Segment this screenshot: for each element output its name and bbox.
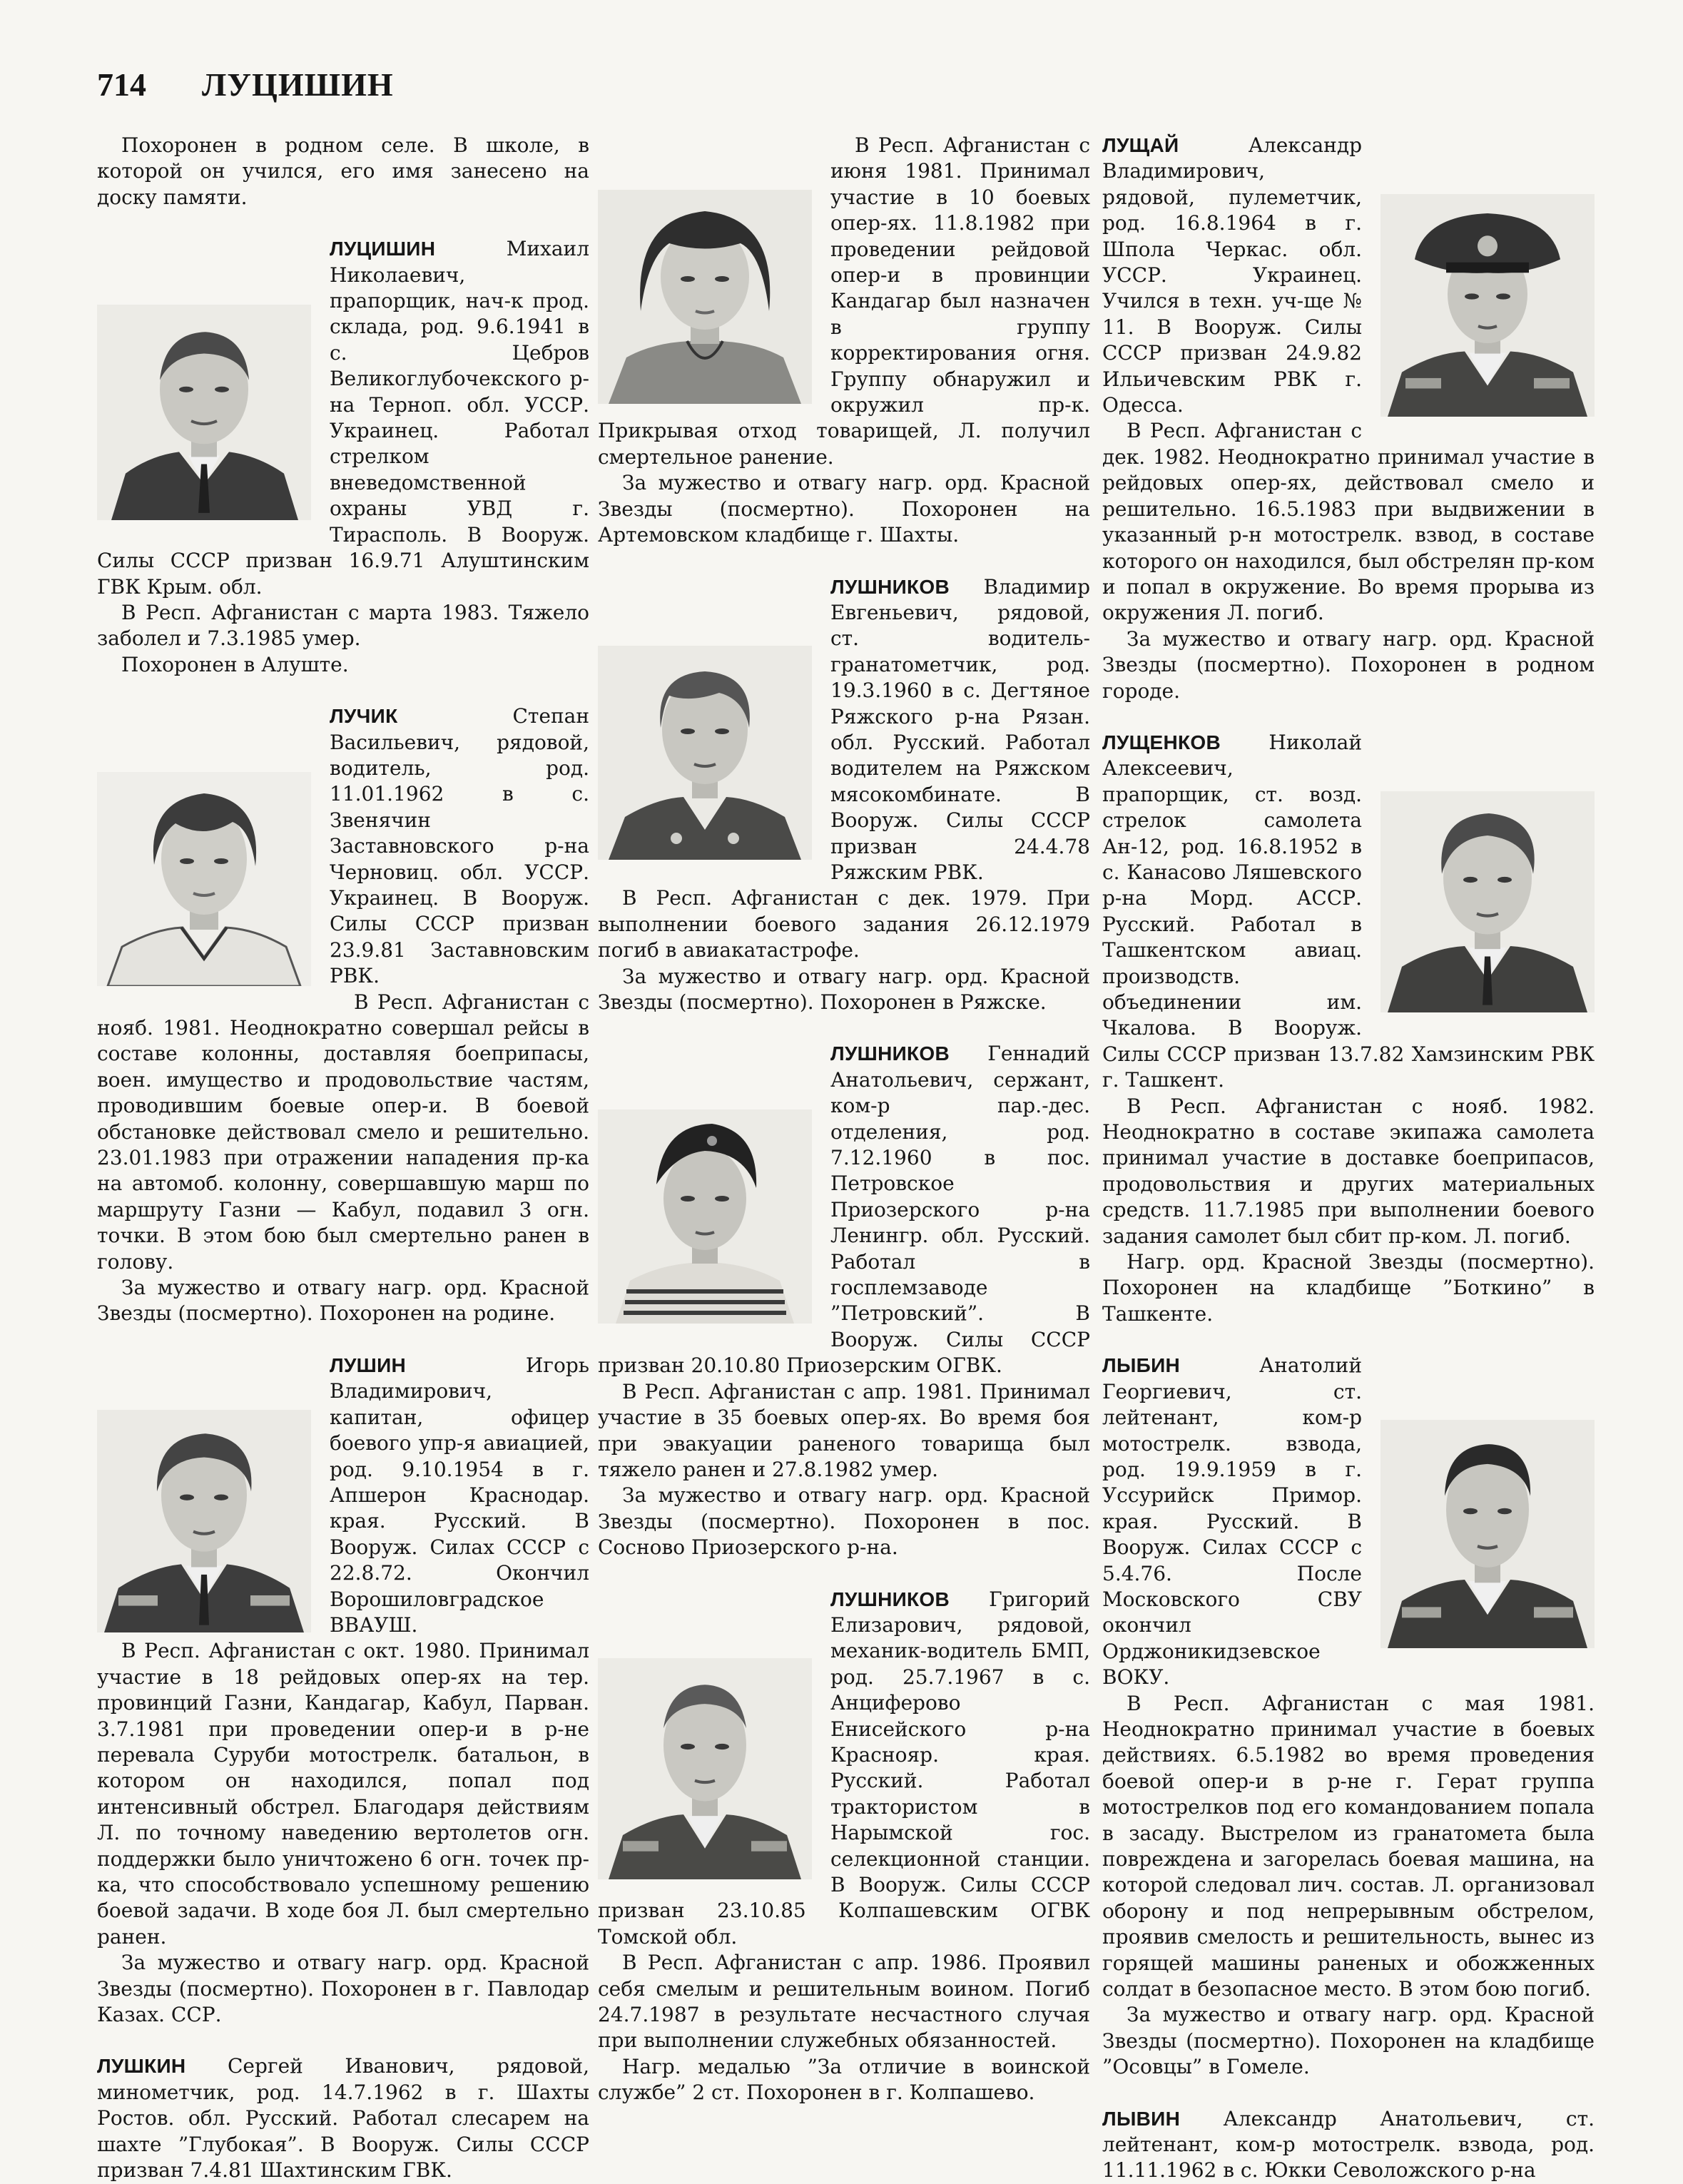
portrait-photo xyxy=(598,646,812,860)
entry-name: ЛУЩАЙ xyxy=(1102,134,1179,156)
entry-lushnikov-gennady: ЛУШНИКОВ Геннадий Анатольевич, сержант, ком-р пар.-дес. отделения, род. 7.12.1960 в пос. Петровское Приозерского р-на Ленингр. обл. Русский. Работал в госплемзаводе ”Петровский”. В Вооруж. Силы СССР призван 20.10.80 Приозерским ОГВК. В Респ. Афганистан с апр. 1981. Принимал участие в 35 боевых опер-ях. Во время боя при эвакуации раненого товарища был тяжело ранен и 27.8.1982 умер. За мужество и отвагу нагр. орд. Красной Звезды (посмертно). Похоронен в пос. Сосново Приозерского р-на. xyxy=(598,1042,1090,1560)
entry-lushkin: ЛУШКИН Сергей Иванович, рядовой, минометчик, род. 14.7.1962 в г. Шахты Ростов. обл. Русский. Работал слесарем на шахте ”Глубокая”. В Вооруж. Силы СССР призван 7.4.81 Шахтинским ГВК. xyxy=(97,2054,589,2183)
portrait-photo xyxy=(598,1658,812,1879)
portrait-photo xyxy=(598,190,812,404)
entry-name: ЛУШНИКОВ xyxy=(830,1042,950,1065)
entry-name: ЛУЩЕНКОВ xyxy=(1102,731,1221,753)
column-1 xyxy=(97,133,589,2183)
entry-name: ЛУШИН xyxy=(330,1353,407,1376)
entry-lyvin: ЛЫВИН Александр Анатольевич, ст. лейтенант, ком-р мотострелк. взвода, род. 11.11.1962 в с. Юкки Севоложского р-на xyxy=(1102,2106,1595,2183)
entry-name: ЛУЦИШИН xyxy=(330,238,436,260)
entry-continuation: Похоронен в родном селе. В школе, в которой он учился, его имя занесено на доску памяти. xyxy=(97,133,589,209)
entry-name: ЛЫБИН xyxy=(1102,1354,1181,1377)
entry-lushin: ЛУШИН Игорь Владимирович, капитан, офицер боевого упр-я авиацией, род. 9.10.1954 в г. Апшерон Краснодар. края. Русский. В Вооруж. Силах СССР с 22.8.72. Окончил Ворошиловградское ВВАУШ. В Респ. Афганистан с окт. 1980. Принимал участие в 18 рейдовых опер-ях на тер. провинций Газни, Кандагар, Кабул, Парван. 3.7.1981 при проведении опер-и в р-не перевала Суруби мотострелк. батальон, в котором он находился, попал под интенсивный обстрел. Благодаря действиям Л. по точному наведению вертолетов огн. поддержки было уничтожено 6 огн. точек пр-ка, что способствовало успешному решению боевой задачи. В ходе боя Л. был смертельно ранен. За мужество и отвагу нагр. орд. Красной Звезды (посмертно). Похоронен в г. Павлодар Казах. ССР. xyxy=(97,1353,589,2027)
entry-lushnikov-vladimir: ЛУШНИКОВ Владимир Евгеньевич, рядовой, ст. водитель-гранатометчик, род. 19.3.1960 в с. Дегтяное Ряжского р-на Рязан. обл. Русский. Работал водителем на Ряжском мясокомбинате. В Вооруж. Силы СССР призван 24.4.78 Ряжским РВК. В Респ. Афганистан с дек. 1979. При выполнении боевого задания 26.12.1979 погиб в авиакатастрофе. За мужество и отвагу нагр. орд. Красной Звезды (посмертно). Похоронен в Ряжске. xyxy=(598,574,1090,1014)
entry-lybin: ЛЫБИН Анатолий Георгиевич, ст. лейтенант, ком-р мотострелк. взвода, род. 19.9.1959 в г. Уссурийск Примор. края. Русский. В Вооруж. Силах СССР с 5.4.76. После Московского СВУ окончил Орджоникидзевское ВОКУ. В Респ. Афганистан с мая 1981. Неоднократно принимал участие в боевых действиях. 6.5.1982 во время проведения боевой опер-и в р-не г. Герат группа мотострелков под его командованием попала в засаду. Выстрелом из гранатомета была повреждена и загорелась боевая машина, на которой следовал лич. состав. Л. организовал оборону и под непрерывным обстрелом, проявив смелость и решительность, вынес из горящей машины раненых и обожженных солдат в безопасное место. В этом бою погиб. За мужество и отвагу нагр. орд. Красной Звезды (посмертно). Похоронен на кладбище ”Осовцы” в Гомеле. xyxy=(1102,1353,1595,2079)
column-3 xyxy=(1102,133,1595,2184)
entry-name: ЛЫВИН xyxy=(1102,2107,1181,2130)
entry-name: ЛУШНИКОВ xyxy=(830,575,950,598)
portrait-photo xyxy=(1381,791,1595,1012)
entry-lutsishin: ЛУЦИШИН Михаил Николаевич, прапорщик, нач-к прод. склада, род. 9.6.1941 в с. Цебров Великоглубочекского р-на Терноп. обл. УССР. Украинец. Работал стрелком вневедомственной охраны УВД г. Тирасполь. В Вооруж. Силы СССР призван 16.9.71 Алуштинским ГВК Крым. обл. В Респ. Афганистан с марта 1983. Тяжело заболел и 7.3.1985 умер. Похоронен в Алуште. xyxy=(97,237,589,676)
entry-name: ЛУЧИК xyxy=(330,705,398,728)
entry-luchik: ЛУЧИК Степан Васильевич, рядовой, водитель, род. 11.01.1962 в с. Звенячин Заставновского р-на Черновиц. обл. УССР. Украинец. В Вооруж. Силы СССР призван 23.9.81 Заставновским РВК. В Респ. Афганистан с нояб. 1981. Неоднократно совершал рейсы в составе колонны, доставляя боеприпасы, воен. имущество и продовольствие частям, проводившим боевые опер-и. В боевой обстановке действовал смело и решительно. 23.01.1983 при отражении нападения пр-ка на автомоб. колонну, совершавшую марш по маршруту Газни — Кабул, подавил 3 огн. точки. В этом бою был смертельно ранен в голову. За мужество и отвагу нагр. орд. Красной Звезды (посмертно). Похоронен на родине. xyxy=(97,704,589,1326)
entry-lushnikov-grigory: ЛУШНИКОВ Григорий Елизарович, рядовой, механик-водитель БМП, род. 25.7.1967 в с. Анциферово Енисейского р-на Краснояр. края. Русский. Работал трактористом в Нарымской гос. селекционной станции. В Вооруж. Силы СССР призван 23.10.85 Колпашевским ОГВК Томской обл. В Респ. Афганистан с апр. 1986. Проявил себя смелым и решительным воином. Погиб 24.7.1987 в результате несчастного случая при выполнении служебных обязанностей. Нагр. медалью ”За отличие в воинской службе” 2 ст. Похоронен в г. Колпашево. xyxy=(598,1587,1090,2105)
portrait-photo xyxy=(97,1410,311,1632)
running-title: ЛУЦИШИН xyxy=(202,66,394,103)
entry-name: ЛУШНИКОВ xyxy=(830,1588,950,1610)
portrait-photo xyxy=(97,305,311,520)
entry-name: ЛУШКИН xyxy=(97,2055,186,2078)
entry-continuation: В Респ. Афганистан с июня 1981. Принимал участие в 10 боевых опер-ях. 11.8.1982 при проведении рейдовой опер-и в провинции Кандагар был назначен в группу корректирования огня. Группу обнаружил и окружил пр-к. Прикрывая отход товарищей, Л. получил смертельное ранение. За мужество и отвагу нагр. орд. Красной Звезды (посмертно). Похоронен на Артемовском кладбище г. Шахты. xyxy=(598,133,1090,547)
portrait-photo xyxy=(1381,194,1595,417)
page-number: 714 xyxy=(97,66,146,103)
entry-lushchai: ЛУЩАЙ Александр Владимирович, рядовой, пулеметчик, род. 16.8.1964 в г. Шпола Черкас. обл. УССР. Украинец. Учился в техн. уч-ще № 11. В Вооруж. Силы СССР призван 24.9.82 Ильичевским РВК г. Одесса. В Респ. Афганистан с дек. 1982. Неоднократно принимал участие в рейдовых опер-ях, действовал смело и решительно. 16.5.1983 при выдвижении в указанный р-н мотострелк. взвод, в составе которого он находился, был обстрелян пр-ком и попал в окружение. Во время прорыва из окружения Л. погиб. За мужество и отвагу нагр. орд. Красной Звезды (посмертно). Похоронен в родном городе. xyxy=(1102,133,1595,703)
entry-lushchenkov: ЛУЩЕНКОВ Николай Алексеевич, прапорщик, ст. возд. стрелок самолета Ан-12, род. 16.8.1952 в с. Канасово Ляшевского р-на Морд. АССР. Русский. Работал в Ташкентском авиац. производств. объединении им. Чкалова. В Вооруж. Силы СССР призван 13.7.82 Хамзинским РВК г. Ташкент. В Респ. Афганистан с нояб. 1982. Неоднократно в составе экипажа самолета принимал участие в доставке боеприпасов, продовольствия и других материальных средств. 11.7.1985 при выполнении боевого задания самолет был сбит пр-ком. Л. погиб. Нагр. орд. Красной Звезды (посмертно). Похоронен на кладбище ”Боткино” в Ташкенте. xyxy=(1102,730,1595,1326)
portrait-photo xyxy=(97,772,311,986)
column-2 xyxy=(598,133,1090,2106)
portrait-photo xyxy=(1381,1420,1595,1648)
portrait-photo xyxy=(598,1109,812,1324)
page-header xyxy=(97,66,394,108)
